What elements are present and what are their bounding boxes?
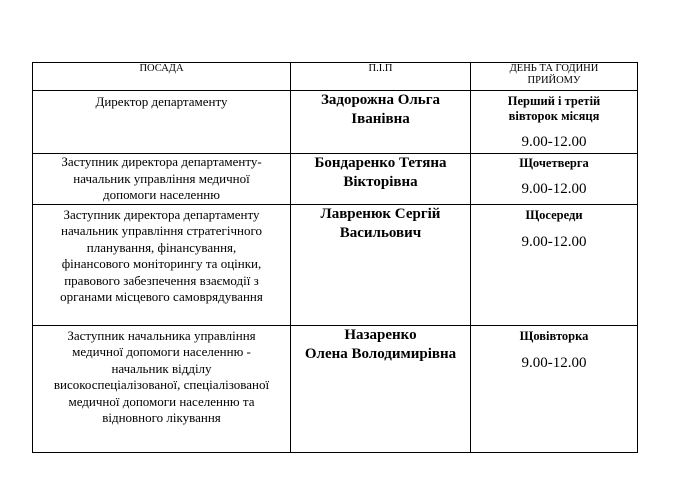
position-cell: Заступник директора департаменту- начальник управління медичної допомоги населенню bbox=[33, 154, 291, 205]
position-cell: Директор департаменту bbox=[33, 91, 291, 154]
position-cell: Заступник директора департаменту начальник управління стратегічного планування, фінансування, фінансового моніторингу та оцінки, правового забезпечення взаємодії з органами місцевого самоврядування bbox=[33, 204, 291, 325]
header-schedule: ДЕНЬ ТА ГОДИНИ ПРИЙОМУ bbox=[471, 63, 638, 91]
name-cell: Бондаренко Тетяна Вікторівна bbox=[291, 154, 471, 205]
reception-hours: 9.00-12.00 bbox=[521, 233, 587, 250]
table-row bbox=[33, 154, 638, 205]
position-cell: Заступник начальника управління медичної допомоги населенню - начальник відділу високоспеціалізованої, спеціалізованої медичної допомоги населенню та відновного лікування bbox=[33, 325, 291, 452]
name-cell: Лавренюк Сергій Васильович bbox=[291, 204, 471, 325]
table-row bbox=[33, 91, 638, 154]
header-name: П.І.П bbox=[291, 63, 471, 91]
schedule-cell bbox=[471, 325, 638, 452]
table-row bbox=[33, 325, 638, 452]
reception-hours: 9.00-12.00 bbox=[521, 181, 587, 197]
schedule-cell bbox=[471, 204, 638, 325]
schedule-cell bbox=[471, 154, 638, 205]
reception-hours: 9.00-12.00 bbox=[521, 134, 587, 150]
reception-schedule-table bbox=[32, 62, 638, 453]
table-row bbox=[33, 204, 638, 325]
reception-day: вівторок місяця bbox=[508, 109, 600, 123]
reception-day: Щочетверга bbox=[519, 156, 589, 170]
header-position: ПОСАДА bbox=[33, 63, 291, 91]
table-header-row bbox=[33, 63, 638, 91]
reception-day: Щосереди bbox=[525, 207, 583, 222]
name-cell: Задорожна Ольга Іванівна bbox=[291, 91, 471, 154]
name-cell: Назаренко Олена Володимирівна bbox=[291, 325, 471, 452]
reception-day: Щовівторка bbox=[519, 328, 589, 343]
reception-hours: 9.00-12.00 bbox=[521, 354, 587, 371]
reception-day: Перший і третій bbox=[507, 94, 601, 108]
schedule-cell bbox=[471, 91, 638, 154]
